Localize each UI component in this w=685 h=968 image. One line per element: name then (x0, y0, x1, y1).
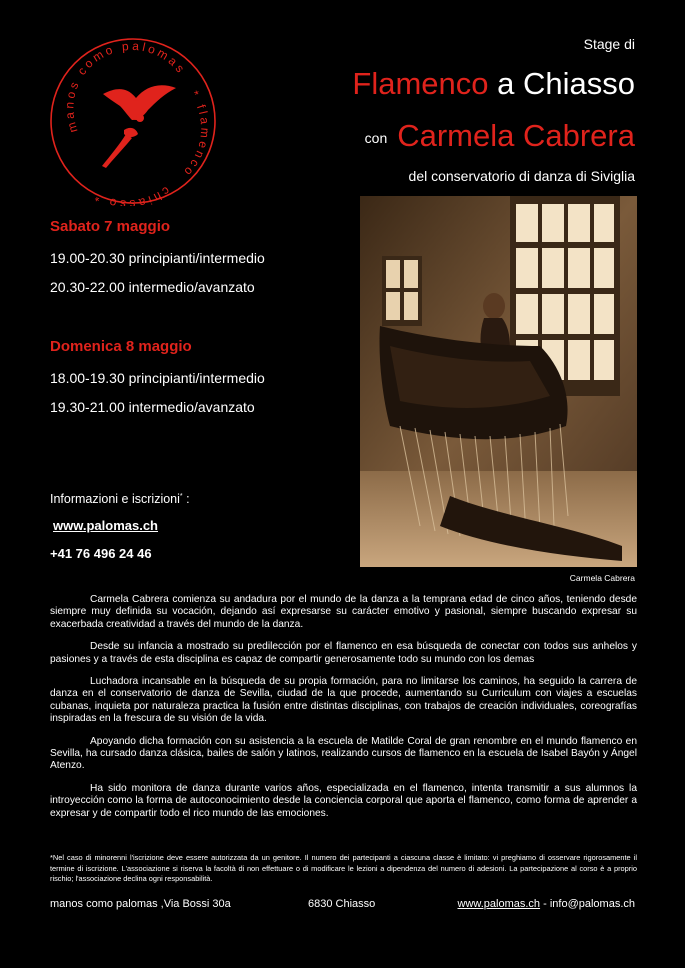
info-label (50, 492, 190, 506)
day2-title: Domenica 8 maggio (50, 338, 192, 355)
logo-text-top: manos como palomas (62, 38, 190, 135)
dancer-photo-image (360, 196, 637, 567)
logo-emblem (48, 36, 218, 206)
info-label-colon: : (182, 492, 190, 506)
dancer-photo (360, 196, 637, 567)
info-footnote-marker: * (179, 492, 183, 500)
logo-text-right: * flamenco (179, 88, 213, 181)
photo-caption: Carmela Cabrera (569, 573, 635, 583)
artist-line (365, 118, 635, 154)
info-label-text: Informazioni e iscrizioni (50, 492, 180, 506)
footer-separator: - (540, 898, 550, 910)
title-flamenco: Flamenco (352, 66, 489, 101)
bio-paragraph: Apoyando dicha formación con su asistencia a la escuela de Matilde Coral de gran renombre en el mundo flamenco en Sevilla, ha cursado danza clásica, bailes de salón y latinos, realizando cursos de flamenco en la escuela de Isabel Bayón y Ángel Atenzo. (50, 735, 637, 772)
logo-text-bottom: chiasso * (90, 183, 173, 206)
day1-title: Sabato 7 maggio (50, 218, 171, 235)
bio-paragraph: Desde su infancia a mostrado su predilección por el flamenco en esa búsqueda de conectar con todos sus anhelos y pasiones y a través de esta disciplina es capaz de compartir generosamente todo su mundo con los demas (50, 641, 637, 665)
svg-text:chiasso * (90, 184, 173, 206)
dove-and-hand-icon (102, 85, 176, 168)
bio-paragraph: Ha sido monitora de danza durante varios años, especializada en el flamenco, intenta transmitir a sus alumnos la introyección como la forma de autoconocimiento desde la conciencia corporal que aporta el flamenco, como forma de aprender a expresar y de compartir todo el rico mundo de las emociones. (50, 782, 637, 819)
day1-slot: 19.00-20.30 principianti/intermedio (50, 250, 265, 266)
conservatorio-subtitle: del conservatorio di danza di Siviglia (408, 168, 635, 184)
title-location: a Chiasso (497, 66, 635, 101)
stage-di-label: Stage di (583, 36, 635, 52)
bio-paragraph: Luchadora incansable en la búsqueda de su propia formación, para no limitarse los caminos, ha seguido la carrera de danza en el conservatorio de danza de Sevilla, ciudad de la que procede, aumentando su Curriculum con viajes a escuelas cubanas, inquieta por naturaleza practica la fusión entre distintas disciplinas, con trabajos de creación individuales, coreografías inspiradas en la frescura de su visión de la vida. (50, 676, 637, 725)
day1-slot: 20.30-22.00 intermedio/avanzato (50, 279, 255, 295)
footer-city: 6830 Chiasso (308, 898, 376, 910)
bio-text (50, 594, 637, 830)
con-label: con (364, 129, 388, 146)
logo (48, 36, 218, 206)
footnote: *Nel caso di minorenni l'iscrizione deve essere autorizzata da un genitore. Il numero dei partecipanti a ciascuna classe è limitato: vi preghiamo di osservare rigorosamente il termine di iscrizione. L'associazione si riserva la facoltà di non effettuare o di modificare le lezioni a dipendenza del numero di adesioni. La partecipazione al corso è a proprio rischio; l'associazione declina ogni responsabilità. (50, 853, 637, 884)
bio-paragraph: Carmela Cabrera comienza su andadura por el mundo de la danza a la temprana edad de cinco años, teniendo desde siempre muy definida su vocación, dejando así expresarse su carácter emotivo y pasional, siempre buscando expresar su exacerbada creatividad a través del mundo de la danza. (50, 594, 637, 630)
website-link[interactable]: www.palomas.ch (53, 518, 158, 533)
footer-email[interactable]: info@palomas.ch (549, 898, 635, 910)
footer-website-link[interactable]: www.palomas.ch (457, 898, 541, 910)
footer-address: manos como palomas ,Via Bossi 30a (50, 898, 231, 910)
phone-number: +41 76 496 24 46 (50, 546, 152, 561)
footer-contact (458, 898, 635, 910)
day2-slot: 19.30-21.00 intermedio/avanzato (50, 399, 255, 415)
artist-name: Carmela Cabrera (397, 118, 635, 153)
day2-slot: 18.00-19.30 principianti/intermedio (50, 370, 265, 386)
event-title (352, 66, 635, 102)
